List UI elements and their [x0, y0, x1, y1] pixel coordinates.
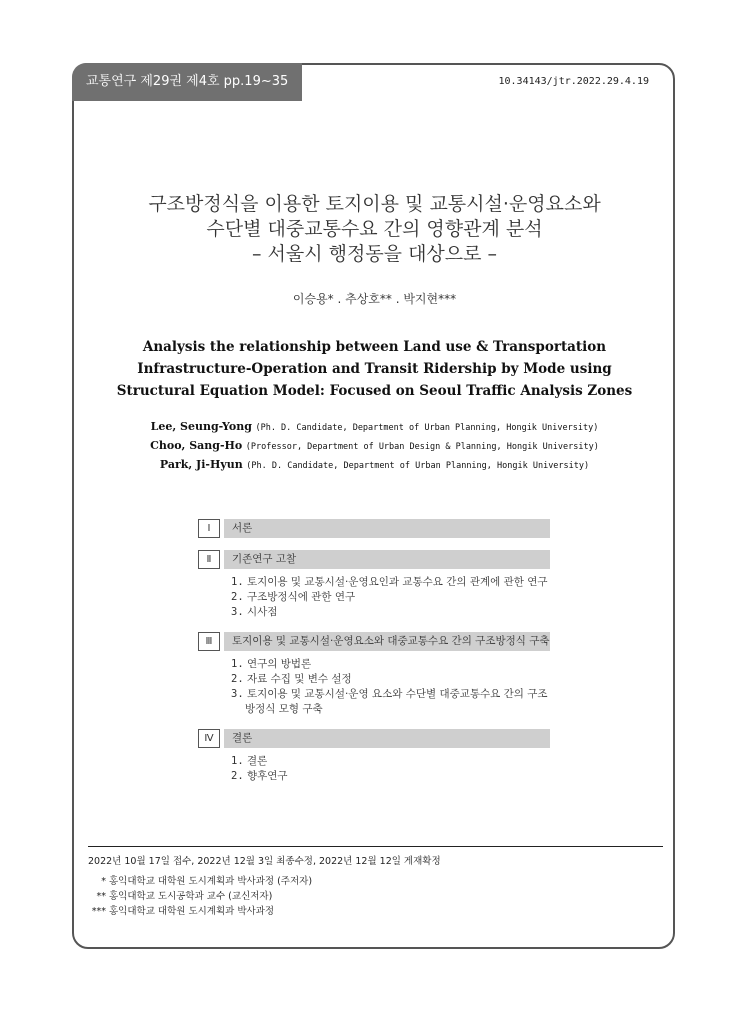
author-footnote [88, 904, 312, 919]
toc-section-title: 서론 [224, 519, 550, 538]
toc-subsection [231, 769, 550, 784]
footnote-mark: *** [91, 906, 106, 917]
toc-subsection-number: 3. [231, 688, 244, 700]
toc-subsection-title: 시사점 [247, 606, 278, 618]
toc-section [198, 519, 550, 538]
author-name: Lee, Seung-Yong [150, 420, 252, 433]
toc-section-number: Ⅱ [198, 550, 220, 569]
toc-subsection-number: 2. [231, 673, 244, 685]
toc-subsection-title: 구조방정식에 관한 연구 [247, 591, 356, 603]
author-footnotes [88, 874, 312, 919]
footnote-text: 홍익대학교 대학원 도시계획과 박사과정 (주저자) [109, 876, 313, 887]
footnote-text: 홍익대학교 도시공학과 교수 (교신저자) [109, 891, 273, 902]
author-affiliation: (Ph. D. Candidate, Department of Urban Planning, Hongik University) [255, 423, 599, 433]
footnote-text: 홍익대학교 대학원 도시계획과 박사과정 [109, 906, 275, 917]
toc-section-title: 기존연구 고찰 [224, 550, 550, 569]
toc-subsection [231, 687, 550, 717]
english-title [90, 336, 659, 402]
author-affiliation: (Ph. D. Candidate, Department of Urban Planning, Hongik University) [246, 461, 590, 471]
author-name: Park, Ji-Hyun [159, 458, 243, 471]
toc-subsection [231, 672, 550, 687]
korean-title-line: 구조방정식을 이용한 토지이용 및 교통시설·운영요소와 [148, 193, 601, 215]
author-name: Choo, Sang-Ho [150, 439, 243, 452]
toc-section-title: 결론 [224, 729, 550, 748]
toc-subsection [231, 575, 550, 590]
toc-subsection-number: 2. [231, 591, 244, 603]
author-line [90, 456, 659, 475]
toc-section [198, 729, 550, 748]
english-title-line: Structural Equation Model: Focused on Seoul Traffic Analysis Zones [116, 383, 633, 399]
toc-subsection [231, 657, 550, 672]
english-authors [90, 418, 659, 475]
author-line [90, 437, 659, 456]
toc-section-number: Ⅳ [198, 729, 220, 748]
author-affiliation: (Professor, Department of Urban Design & Planning, Hongik University) [245, 442, 599, 452]
korean-title [90, 192, 659, 267]
toc-subsection-number: 1. [231, 755, 244, 767]
toc-subsections [198, 754, 550, 784]
toc-section-title: 토지이용 및 교통시설·운영요소와 대중교통수요 간의 구조방정식 구축 [224, 632, 550, 651]
toc-subsection-number: 3. [231, 606, 244, 618]
toc-section-number: Ⅲ [198, 632, 220, 651]
toc-subsection [231, 590, 550, 605]
toc-section-number: Ⅰ [198, 519, 220, 538]
english-title-line: Infrastructure-Operation and Transit Ridership by Mode using [137, 361, 612, 377]
author-line [90, 418, 659, 437]
footnote-divider [88, 846, 663, 847]
footnote-mark: ** [96, 891, 106, 902]
toc-subsection-number: 1. [231, 576, 244, 588]
toc-subsections [198, 657, 550, 717]
toc-subsection-title: 연구의 방법론 [247, 658, 312, 670]
footnote-mark: * [101, 876, 106, 887]
toc-subsection-title: 토지이용 및 교통시설·운영 요소와 수단별 대중교통수요 간의 구조방정식 모형 구축 [245, 688, 548, 715]
received-dates: 2022년 10월 17일 접수, 2022년 12월 3일 최종수정, 2022년 12월 12일 게재확정 [88, 856, 441, 867]
toc-subsection-title: 자료 수집 및 변수 설정 [247, 673, 352, 685]
journal-info: 교통연구 제29권 제4호 pp.19~35 [72, 63, 302, 101]
toc-subsection-title: 향후연구 [247, 770, 288, 782]
english-title-line: Analysis the relationship between Land use & Transportation [142, 339, 607, 355]
toc-subsection [231, 754, 550, 769]
korean-authors: 이승용* . 추상호** . 박지현*** [292, 292, 457, 306]
korean-subtitle: – 서울시 행정동을 대상으로 – [251, 243, 498, 265]
toc-subsection-title: 토지이용 및 교통시설·운영요인과 교통수요 간의 관계에 관한 연구 [247, 576, 548, 588]
table-of-contents [198, 519, 550, 796]
toc-subsection-title: 결론 [247, 755, 268, 767]
toc-subsection-number: 2. [231, 770, 244, 782]
toc-subsection-number: 1. [231, 658, 244, 670]
toc-section [198, 550, 550, 569]
korean-title-line: 수단별 대중교통수요 간의 영향관계 분석 [206, 218, 543, 240]
author-footnote [88, 889, 312, 904]
toc-subsections [198, 575, 550, 620]
doi: 10.34143/jtr.2022.29.4.19 [498, 76, 649, 87]
author-footnote [88, 874, 312, 889]
toc-section [198, 632, 550, 651]
toc-subsection [231, 605, 550, 620]
